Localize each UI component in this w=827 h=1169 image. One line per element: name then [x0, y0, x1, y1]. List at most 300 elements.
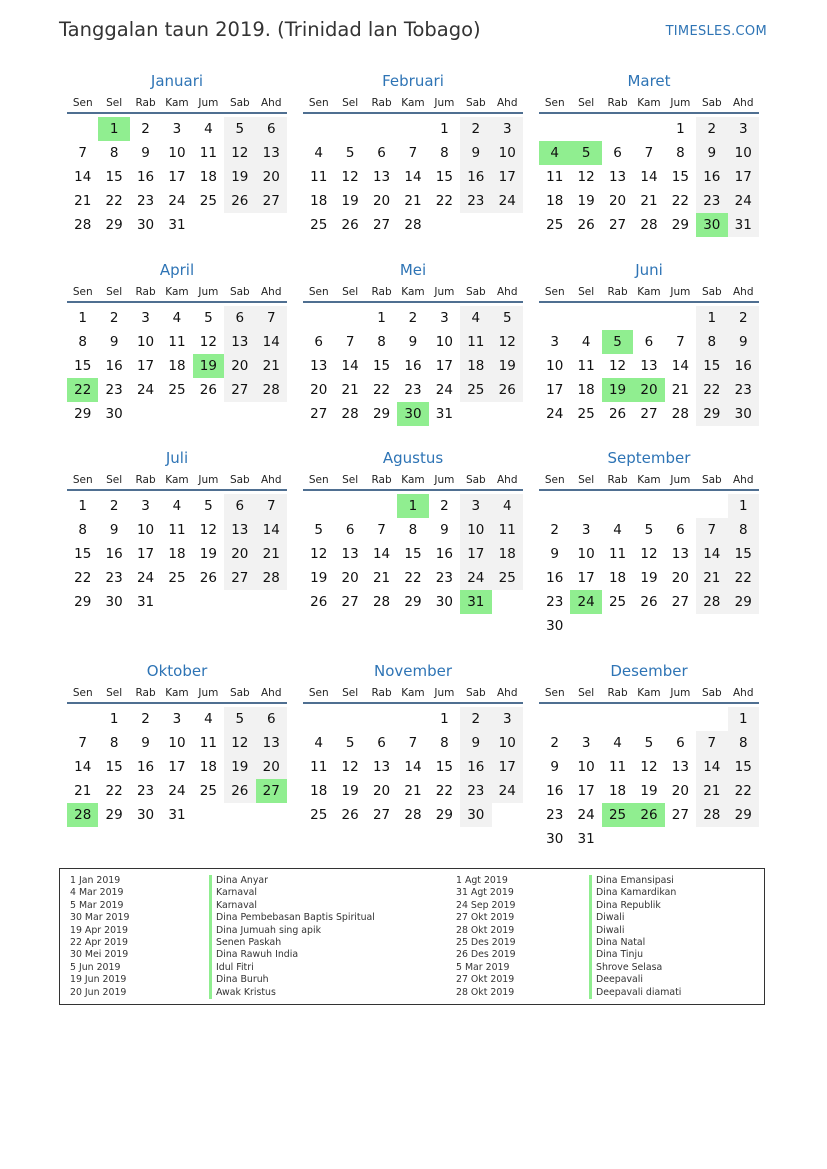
day-cell[interactable]: 18 — [460, 354, 491, 378]
day-cell[interactable]: 12 — [640, 759, 658, 775]
day-cell[interactable]: 30 — [136, 217, 155, 233]
day-cell[interactable]: 1 — [440, 121, 449, 137]
day-cell[interactable]: 13 — [310, 358, 328, 374]
day-cell[interactable]: 27 — [224, 378, 255, 402]
day-cell[interactable]: 11 — [577, 358, 595, 374]
day-cell[interactable]: 11 — [492, 518, 523, 542]
day-cell[interactable]: 17 — [136, 546, 155, 562]
day-cell[interactable]: 22 — [435, 783, 453, 799]
day-cell[interactable]: 19 — [341, 783, 359, 799]
day-cell[interactable]: 21 — [404, 783, 422, 799]
day-cell[interactable]: 30 — [460, 803, 491, 827]
day-cell[interactable]: 27 — [256, 189, 287, 213]
day-cell[interactable]: 15 — [671, 169, 689, 185]
day-cell[interactable]: 28 — [404, 807, 422, 823]
day-cell[interactable]: 26 — [492, 378, 523, 402]
day-cell[interactable]: 22 — [105, 783, 123, 799]
day-cell[interactable]: 17 — [136, 358, 155, 374]
day-cell[interactable]: 28 — [696, 590, 727, 614]
day-cell[interactable]: 9 — [141, 735, 150, 751]
day-cell[interactable]: 13 — [671, 546, 689, 562]
day-cell[interactable]: 14 — [372, 546, 391, 562]
day-cell[interactable]: 27 — [224, 566, 255, 590]
day-cell[interactable]: 16 — [546, 570, 564, 586]
day-cell[interactable]: 14 — [404, 759, 422, 775]
holiday-day-cell[interactable]: 5 — [602, 330, 633, 354]
day-cell[interactable]: 14 — [256, 330, 287, 354]
day-cell[interactable]: 3 — [581, 522, 591, 538]
day-cell[interactable]: 6 — [676, 522, 685, 538]
day-cell[interactable]: 13 — [256, 731, 287, 755]
day-cell[interactable]: 16 — [460, 165, 491, 189]
day-cell[interactable]: 12 — [608, 358, 627, 374]
day-cell[interactable]: 24 — [492, 779, 523, 803]
day-cell[interactable]: 10 — [546, 358, 564, 374]
day-cell[interactable]: 3 — [172, 711, 182, 727]
day-cell[interactable]: 25 — [199, 193, 217, 209]
day-cell[interactable]: 29 — [696, 402, 727, 426]
day-cell[interactable]: 8 — [440, 735, 449, 751]
day-cell[interactable]: 8 — [676, 145, 685, 161]
day-cell[interactable]: 26 — [341, 217, 359, 233]
day-cell[interactable]: 25 — [310, 807, 328, 823]
day-cell[interactable]: 6 — [377, 145, 386, 161]
day-cell[interactable]: 24 — [460, 566, 491, 590]
day-cell[interactable]: 2 — [109, 498, 119, 514]
day-cell[interactable]: 26 — [341, 807, 359, 823]
day-cell[interactable]: 22 — [728, 779, 759, 803]
day-cell[interactable]: 16 — [435, 546, 453, 562]
day-cell[interactable]: 19 — [224, 165, 255, 189]
day-cell[interactable]: 12 — [199, 522, 217, 538]
day-cell[interactable]: 28 — [256, 566, 287, 590]
day-cell[interactable]: 7 — [256, 306, 287, 330]
day-cell[interactable]: 27 — [608, 217, 627, 233]
day-cell[interactable]: 15 — [696, 354, 727, 378]
day-cell[interactable]: 23 — [136, 783, 155, 799]
day-cell[interactable]: 12 — [341, 169, 359, 185]
day-cell[interactable]: 17 — [492, 755, 523, 779]
day-cell[interactable]: 24 — [577, 807, 595, 823]
day-cell[interactable]: 10 — [728, 141, 759, 165]
day-cell[interactable]: 24 — [728, 189, 759, 213]
day-cell[interactable]: 16 — [105, 546, 123, 562]
day-cell[interactable]: 18 — [492, 542, 523, 566]
day-cell[interactable]: 9 — [440, 522, 449, 538]
day-cell[interactable]: 1 — [696, 306, 727, 330]
day-cell[interactable]: 17 — [577, 783, 595, 799]
day-cell[interactable]: 26 — [577, 217, 595, 233]
day-cell[interactable]: 5 — [492, 306, 523, 330]
day-cell[interactable]: 30 — [546, 618, 564, 634]
holiday-day-cell[interactable]: 30 — [397, 402, 428, 426]
holiday-day-cell[interactable]: 30 — [696, 213, 727, 237]
day-cell[interactable]: 4 — [613, 522, 622, 538]
day-cell[interactable]: 6 — [644, 334, 654, 350]
brand-link[interactable]: TIMESLES.COM — [665, 24, 767, 39]
day-cell[interactable]: 4 — [460, 306, 491, 330]
day-cell[interactable]: 4 — [172, 498, 182, 514]
day-cell[interactable]: 25 — [546, 217, 564, 233]
day-cell[interactable]: 26 — [224, 189, 255, 213]
day-cell[interactable]: 16 — [546, 783, 564, 799]
day-cell[interactable]: 21 — [696, 566, 727, 590]
day-cell[interactable]: 16 — [136, 759, 155, 775]
day-cell[interactable]: 19 — [341, 193, 359, 209]
day-cell[interactable]: 1 — [109, 711, 119, 727]
day-cell[interactable]: 12 — [577, 169, 595, 185]
day-cell[interactable]: 26 — [608, 406, 627, 422]
day-cell[interactable]: 13 — [341, 546, 359, 562]
day-cell[interactable]: 9 — [696, 141, 727, 165]
day-cell[interactable]: 10 — [492, 141, 523, 165]
day-cell[interactable]: 22 — [74, 570, 92, 586]
holiday-day-cell[interactable]: 31 — [460, 590, 491, 614]
holiday-day-cell[interactable]: 24 — [570, 590, 601, 614]
holiday-day-cell[interactable]: 1 — [98, 117, 129, 141]
day-cell[interactable]: 17 — [546, 382, 564, 398]
day-cell[interactable]: 20 — [224, 542, 255, 566]
day-cell[interactable]: 9 — [141, 145, 150, 161]
day-cell[interactable]: 24 — [168, 783, 186, 799]
day-cell[interactable]: 11 — [168, 522, 186, 538]
day-cell[interactable]: 3 — [492, 707, 523, 731]
day-cell[interactable]: 24 — [168, 193, 186, 209]
day-cell[interactable]: 5 — [314, 522, 323, 538]
day-cell[interactable]: 5 — [204, 498, 213, 514]
day-cell[interactable]: 31 — [577, 831, 595, 847]
holiday-day-cell[interactable]: 27 — [256, 779, 287, 803]
day-cell[interactable]: 18 — [608, 570, 627, 586]
day-cell[interactable]: 4 — [314, 735, 323, 751]
day-cell[interactable]: 13 — [224, 330, 255, 354]
day-cell[interactable]: 8 — [408, 522, 418, 538]
day-cell[interactable]: 5 — [644, 522, 654, 538]
day-cell[interactable]: 28 — [341, 406, 359, 422]
holiday-day-cell[interactable]: 4 — [539, 141, 570, 165]
day-cell[interactable]: 2 — [141, 711, 150, 727]
day-cell[interactable]: 22 — [435, 193, 453, 209]
day-cell[interactable]: 26 — [310, 594, 328, 610]
day-cell[interactable]: 29 — [74, 594, 92, 610]
day-cell[interactable]: 11 — [608, 546, 627, 562]
day-cell[interactable]: 21 — [256, 542, 287, 566]
day-cell[interactable]: 13 — [640, 358, 658, 374]
day-cell[interactable]: 18 — [199, 169, 217, 185]
day-cell[interactable]: 28 — [372, 594, 391, 610]
day-cell[interactable]: 6 — [224, 306, 255, 330]
day-cell[interactable]: 23 — [435, 570, 453, 586]
day-cell[interactable]: 27 — [671, 594, 689, 610]
day-cell[interactable]: 7 — [696, 731, 727, 755]
day-cell[interactable]: 23 — [696, 189, 727, 213]
day-cell[interactable]: 13 — [372, 169, 391, 185]
day-cell[interactable]: 10 — [492, 731, 523, 755]
day-cell[interactable]: 12 — [224, 731, 255, 755]
day-cell[interactable]: 21 — [696, 779, 727, 803]
day-cell[interactable]: 25 — [577, 406, 595, 422]
day-cell[interactable]: 9 — [460, 731, 491, 755]
day-cell[interactable]: 10 — [577, 759, 595, 775]
day-cell[interactable]: 19 — [310, 570, 328, 586]
day-cell[interactable]: 3 — [728, 117, 759, 141]
day-cell[interactable]: 29 — [728, 590, 759, 614]
day-cell[interactable]: 2 — [696, 117, 727, 141]
day-cell[interactable]: 25 — [168, 382, 186, 398]
day-cell[interactable]: 7 — [408, 145, 418, 161]
day-cell[interactable]: 27 — [372, 807, 391, 823]
day-cell[interactable]: 22 — [372, 382, 391, 398]
day-cell[interactable]: 8 — [109, 145, 119, 161]
day-cell[interactable]: 29 — [435, 807, 453, 823]
day-cell[interactable]: 12 — [199, 334, 217, 350]
day-cell[interactable]: 30 — [105, 406, 123, 422]
day-cell[interactable]: 10 — [460, 518, 491, 542]
day-cell[interactable]: 2 — [460, 117, 491, 141]
day-cell[interactable]: 15 — [435, 169, 453, 185]
day-cell[interactable]: 17 — [577, 570, 595, 586]
day-cell[interactable]: 20 — [310, 382, 328, 398]
day-cell[interactable]: 22 — [696, 378, 727, 402]
day-cell[interactable]: 3 — [141, 498, 150, 514]
day-cell[interactable]: 31 — [435, 406, 453, 422]
day-cell[interactable]: 15 — [105, 759, 123, 775]
day-cell[interactable]: 23 — [728, 378, 759, 402]
day-cell[interactable]: 10 — [136, 522, 155, 538]
day-cell[interactable]: 4 — [172, 310, 182, 326]
day-cell[interactable]: 30 — [105, 594, 123, 610]
day-cell[interactable]: 11 — [310, 759, 328, 775]
day-cell[interactable]: 11 — [310, 169, 328, 185]
day-cell[interactable]: 9 — [109, 334, 119, 350]
day-cell[interactable]: 1 — [728, 707, 759, 731]
day-cell[interactable]: 29 — [671, 217, 689, 233]
day-cell[interactable]: 1 — [676, 121, 685, 137]
day-cell[interactable]: 13 — [608, 169, 627, 185]
day-cell[interactable]: 12 — [492, 330, 523, 354]
day-cell[interactable]: 27 — [640, 406, 658, 422]
day-cell[interactable]: 6 — [256, 707, 287, 731]
day-cell[interactable]: 5 — [204, 310, 213, 326]
day-cell[interactable]: 6 — [676, 735, 685, 751]
day-cell[interactable]: 23 — [460, 189, 491, 213]
day-cell[interactable]: 2 — [550, 522, 559, 538]
day-cell[interactable]: 13 — [256, 141, 287, 165]
day-cell[interactable]: 23 — [546, 807, 564, 823]
day-cell[interactable]: 8 — [78, 522, 87, 538]
holiday-day-cell[interactable]: 19 — [193, 354, 224, 378]
day-cell[interactable]: 29 — [105, 217, 123, 233]
day-cell[interactable]: 15 — [404, 546, 422, 562]
day-cell[interactable]: 3 — [492, 117, 523, 141]
day-cell[interactable]: 9 — [109, 522, 119, 538]
day-cell[interactable]: 11 — [199, 735, 217, 751]
day-cell[interactable]: 16 — [460, 755, 491, 779]
day-cell[interactable]: 7 — [377, 522, 386, 538]
day-cell[interactable]: 21 — [74, 193, 92, 209]
day-cell[interactable]: 20 — [256, 165, 287, 189]
day-cell[interactable]: 18 — [199, 759, 217, 775]
day-cell[interactable]: 19 — [640, 783, 658, 799]
day-cell[interactable]: 23 — [546, 594, 564, 610]
day-cell[interactable]: 7 — [256, 494, 287, 518]
day-cell[interactable]: 27 — [671, 807, 689, 823]
day-cell[interactable]: 19 — [224, 755, 255, 779]
day-cell[interactable]: 19 — [492, 354, 523, 378]
day-cell[interactable]: 16 — [728, 354, 759, 378]
day-cell[interactable]: 10 — [136, 334, 155, 350]
day-cell[interactable]: 20 — [341, 570, 359, 586]
day-cell[interactable]: 25 — [199, 783, 217, 799]
day-cell[interactable]: 12 — [310, 546, 328, 562]
day-cell[interactable]: 8 — [728, 731, 759, 755]
day-cell[interactable]: 14 — [671, 358, 689, 374]
holiday-day-cell[interactable]: 1 — [397, 494, 428, 518]
day-cell[interactable]: 14 — [256, 518, 287, 542]
day-cell[interactable]: 13 — [372, 759, 391, 775]
holiday-day-cell[interactable]: 25 — [602, 803, 633, 827]
day-cell[interactable]: 5 — [644, 735, 654, 751]
day-cell[interactable]: 25 — [608, 594, 627, 610]
day-cell[interactable]: 19 — [640, 570, 658, 586]
day-cell[interactable]: 30 — [728, 402, 759, 426]
day-cell[interactable]: 17 — [492, 165, 523, 189]
day-cell[interactable]: 13 — [224, 518, 255, 542]
day-cell[interactable]: 31 — [728, 213, 759, 237]
day-cell[interactable]: 29 — [404, 594, 422, 610]
day-cell[interactable]: 28 — [256, 378, 287, 402]
day-cell[interactable]: 7 — [408, 735, 418, 751]
day-cell[interactable]: 8 — [440, 145, 449, 161]
day-cell[interactable]: 25 — [492, 566, 523, 590]
day-cell[interactable]: 20 — [608, 193, 627, 209]
day-cell[interactable]: 1 — [728, 494, 759, 518]
day-cell[interactable]: 20 — [224, 354, 255, 378]
day-cell[interactable]: 1 — [440, 711, 449, 727]
day-cell[interactable]: 16 — [105, 358, 123, 374]
day-cell[interactable]: 14 — [74, 759, 92, 775]
day-cell[interactable]: 17 — [460, 542, 491, 566]
day-cell[interactable]: 2 — [440, 498, 449, 514]
day-cell[interactable]: 6 — [314, 334, 323, 350]
day-cell[interactable]: 28 — [404, 217, 422, 233]
day-cell[interactable]: 11 — [608, 759, 627, 775]
day-cell[interactable]: 29 — [728, 803, 759, 827]
day-cell[interactable]: 4 — [492, 494, 523, 518]
day-cell[interactable]: 24 — [546, 406, 564, 422]
holiday-day-cell[interactable]: 5 — [570, 141, 601, 165]
day-cell[interactable]: 9 — [550, 546, 559, 562]
day-cell[interactable]: 15 — [728, 542, 759, 566]
day-cell[interactable]: 6 — [256, 117, 287, 141]
day-cell[interactable]: 15 — [105, 169, 123, 185]
day-cell[interactable]: 25 — [310, 217, 328, 233]
day-cell[interactable]: 14 — [341, 358, 359, 374]
day-cell[interactable]: 4 — [204, 121, 213, 137]
day-cell[interactable]: 29 — [372, 406, 391, 422]
day-cell[interactable]: 15 — [372, 358, 391, 374]
day-cell[interactable]: 14 — [696, 542, 727, 566]
day-cell[interactable]: 29 — [105, 807, 123, 823]
day-cell[interactable]: 28 — [671, 406, 689, 422]
day-cell[interactable]: 9 — [728, 330, 759, 354]
day-cell[interactable]: 7 — [345, 334, 355, 350]
day-cell[interactable]: 12 — [341, 759, 359, 775]
day-cell[interactable]: 25 — [460, 378, 491, 402]
day-cell[interactable]: 27 — [310, 406, 328, 422]
day-cell[interactable]: 31 — [168, 217, 186, 233]
day-cell[interactable]: 24 — [136, 382, 155, 398]
day-cell[interactable]: 8 — [728, 518, 759, 542]
day-cell[interactable]: 21 — [74, 783, 92, 799]
day-cell[interactable]: 17 — [168, 759, 186, 775]
day-cell[interactable]: 8 — [696, 330, 727, 354]
day-cell[interactable]: 23 — [460, 779, 491, 803]
day-cell[interactable]: 6 — [377, 735, 386, 751]
day-cell[interactable]: 15 — [728, 755, 759, 779]
day-cell[interactable]: 30 — [136, 807, 155, 823]
day-cell[interactable]: 8 — [109, 735, 119, 751]
day-cell[interactable]: 10 — [168, 145, 186, 161]
day-cell[interactable]: 20 — [671, 783, 689, 799]
day-cell[interactable]: 26 — [199, 570, 217, 586]
day-cell[interactable]: 18 — [168, 546, 186, 562]
day-cell[interactable]: 23 — [404, 382, 422, 398]
day-cell[interactable]: 3 — [550, 334, 559, 350]
day-cell[interactable]: 21 — [671, 382, 689, 398]
day-cell[interactable]: 7 — [696, 518, 727, 542]
day-cell[interactable]: 10 — [168, 735, 186, 751]
day-cell[interactable]: 7 — [78, 735, 87, 751]
holiday-day-cell[interactable]: 22 — [67, 378, 98, 402]
holiday-day-cell[interactable]: 26 — [633, 803, 664, 827]
day-cell[interactable]: 28 — [640, 217, 658, 233]
day-cell[interactable]: 27 — [341, 594, 359, 610]
day-cell[interactable]: 14 — [404, 169, 422, 185]
day-cell[interactable]: 17 — [435, 358, 453, 374]
day-cell[interactable]: 12 — [640, 546, 658, 562]
day-cell[interactable]: 5 — [224, 707, 255, 731]
day-cell[interactable]: 2 — [728, 306, 759, 330]
day-cell[interactable]: 4 — [204, 711, 213, 727]
day-cell[interactable]: 18 — [168, 358, 186, 374]
day-cell[interactable]: 15 — [74, 546, 92, 562]
day-cell[interactable]: 1 — [78, 310, 87, 326]
day-cell[interactable]: 4 — [314, 145, 323, 161]
day-cell[interactable]: 3 — [460, 494, 491, 518]
day-cell[interactable]: 4 — [613, 735, 622, 751]
day-cell[interactable]: 2 — [408, 310, 418, 326]
day-cell[interactable]: 11 — [168, 334, 186, 350]
day-cell[interactable]: 19 — [199, 546, 217, 562]
day-cell[interactable]: 31 — [168, 807, 186, 823]
day-cell[interactable]: 21 — [372, 570, 391, 586]
day-cell[interactable]: 5 — [345, 735, 355, 751]
day-cell[interactable]: 10 — [577, 546, 595, 562]
day-cell[interactable]: 19 — [577, 193, 595, 209]
day-cell[interactable]: 11 — [546, 169, 564, 185]
day-cell[interactable]: 23 — [136, 193, 155, 209]
day-cell[interactable]: 27 — [372, 217, 391, 233]
day-cell[interactable]: 10 — [435, 334, 453, 350]
day-cell[interactable]: 8 — [78, 334, 87, 350]
day-cell[interactable]: 3 — [440, 310, 449, 326]
day-cell[interactable]: 30 — [546, 831, 564, 847]
day-cell[interactable]: 21 — [404, 193, 422, 209]
day-cell[interactable]: 18 — [577, 382, 595, 398]
day-cell[interactable]: 13 — [671, 759, 689, 775]
day-cell[interactable]: 26 — [640, 594, 658, 610]
